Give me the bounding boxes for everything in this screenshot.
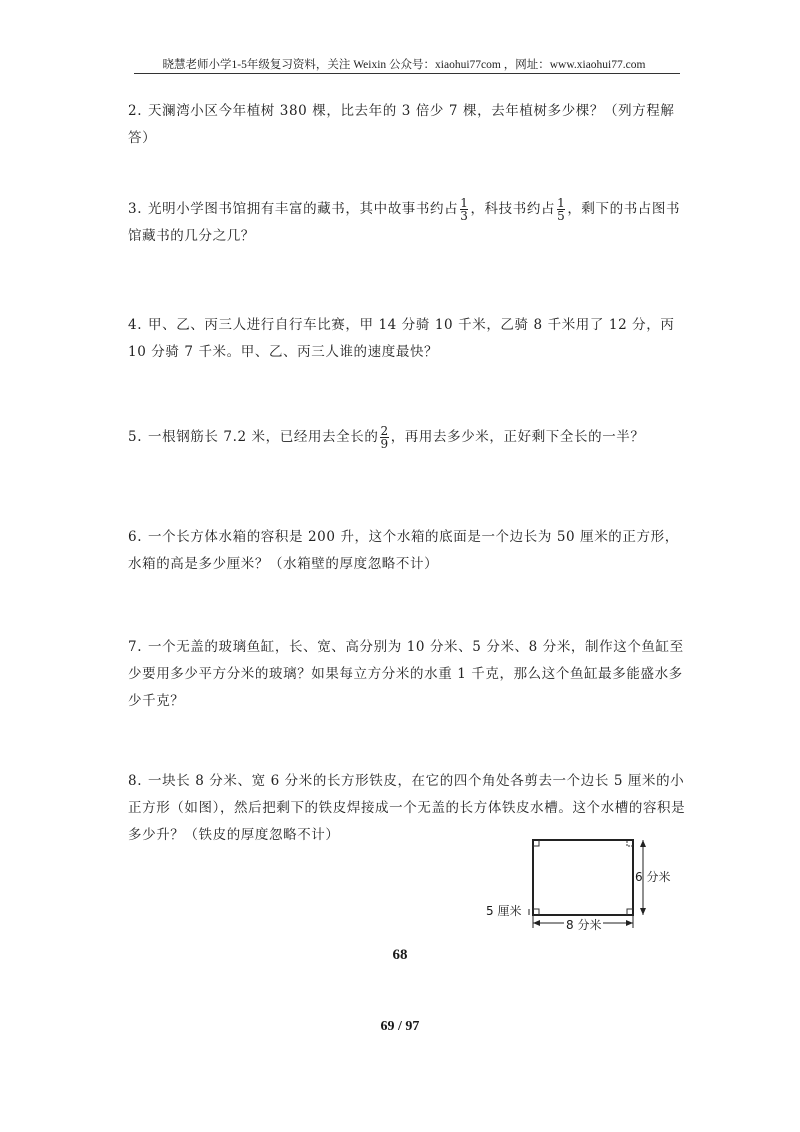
fraction-numerator: 1 [557,196,566,210]
question-text-part2: ，再用去多少米，正好剩下全长的一半？ [390,429,645,445]
question-4 [128,312,688,366]
width-label: 8 分米 [566,918,602,932]
page-counter: 69 / 97 [380,1019,420,1034]
question-number: 7. [128,639,143,655]
question-6 [128,524,688,578]
header-divider [134,73,680,74]
arrow-right-icon [626,920,633,926]
question-text-part3: ，剩下的书占图书馆藏书的几分之几？ [128,201,681,244]
question-text-part1: 光明小学图书馆拥有丰富的藏书，其中故事书约占 [148,201,459,217]
question-7 [128,634,688,715]
question-text: 甲、乙、丙三人进行自行车比赛，甲 14 分骑 10 千米，乙骑 8 千米用了 12 分，丙 10 分骑 7 千米。甲、乙、丙三人谁的速度最快？ [128,317,675,360]
fraction-one-third [460,197,468,222]
corner-size-label: 5 厘米 [486,904,522,918]
question-text-part2: ，科技书约占 [470,201,556,217]
fraction-denominator: 5 [557,209,566,223]
question-5 [128,424,688,451]
fraction-two-ninths [380,425,388,450]
question-text: 天澜湾小区今年植树 380 棵，比去年的 3 倍少 7 棵，去年植树多少棵？（列方程解答） [128,103,675,146]
question-text-part1: 一根钢筋长 7.2 米，已经用去全长的 [148,429,379,445]
question-number: 3. [128,201,143,217]
question-number: 6. [128,529,143,545]
fraction-denominator: 3 [460,209,469,223]
sheet-outline [533,840,633,915]
question-2 [128,98,688,152]
arrow-down-icon [640,908,646,915]
question-text: 一个无盖的玻璃鱼缸，长、宽、高分别为 10 分米、5 分米、8 分米，制作这个鱼缸至少要用多少平方分米的玻璃？如果每立方分米的水重 1 千克，那么这个鱼缸最多能盛水多少千克？ [128,639,684,709]
question-text: 一块长 8 分米、宽 6 分米的长方形铁皮，在它的四个角处各剪去一个边长 5 厘米的小正方形（如图），然后把剩下的铁皮焊接成一个无盖的长方体铁皮水槽。这个水槽的容积是多少升？（铁皮的厚度忽略不计） [128,773,686,843]
question-text: 一个长方体水箱的容积是 200 升，这个水箱的底面是一个边长为 50 厘米的正方形，水箱的高是多少厘米？（水箱壁的厚度忽略不计） [128,529,679,572]
arrow-left-icon [533,920,540,926]
question-number: 8. [128,773,143,789]
question-number: 5. [128,429,143,445]
height-label: 6 分米 [635,870,671,884]
fraction-numerator: 2 [380,424,389,438]
iron-sheet-figure [480,830,690,940]
question-number: 2. [128,103,143,119]
arrow-up-icon [640,840,646,847]
fraction-denominator: 9 [380,437,389,451]
question-3 [128,196,688,250]
fraction-one-fifth [557,197,565,222]
page-header: 晓慧老师小学1-5年级复习资料，关注 Weixin 公众号：xiaohui77com ，网址：www.xiaohui77.com [162,59,646,71]
question-number: 4. [128,317,143,333]
fraction-numerator: 1 [460,196,469,210]
page-number: 68 [392,947,408,963]
